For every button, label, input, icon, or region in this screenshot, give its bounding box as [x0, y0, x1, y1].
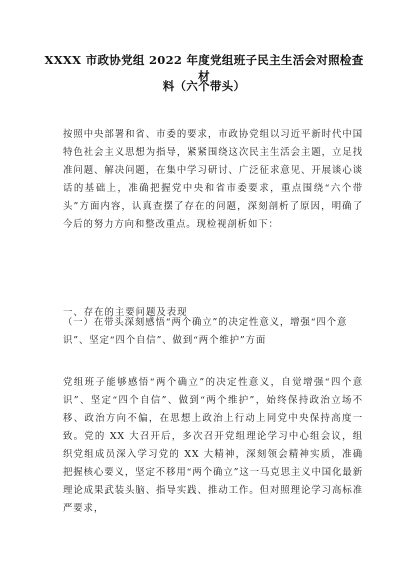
section-heading: 一、存在的主要问题及表现: [63, 307, 188, 318]
body-paragraph: 党组班子能够感悟“两个确立”的决定性意义，自觉增强“四个意识”、坚定“四个自信”、做到“两个维护”，始终保持政治立场不移、政治方向不偏，在思想上政治上行动上同党中央保持高度一致。党的 XX 大召开后，多次召开党组理论学习中心组会议，组织党组成员深入学习党的 XX 大精神，深刻领会精神实质，准确把握核心要义，坚定不移用“两个确立”这一马克思主义中国化最新理论成果武装头脑、指导实践、推动工作。但对照理论学习高标准严要求，: [63, 377, 363, 514]
document-title-line-2: 料（六个带头）: [162, 79, 246, 93]
intro-paragraph: 按照中央部署和省、市委的要求，市政协党组以习近平新时代中国特色社会主义思想为指导，紧紧围绕这次民主生活会主题，立足找准问题、解决问题，在集中学习研讨、广泛征求意见、开展谈心谈话的基础上，准确把握党中央和省市委要求，重点围绕“六个带头”方面内容，认真查摆了存在的问题，深刻剖析了原因，明确了今后的努力方向和整改重点。现检视剖析如下：: [63, 129, 363, 230]
document-title-line-1: XXXX 市政协党组 2022 年度党组班子民主生活会对照检查材: [44, 53, 364, 83]
subsection-heading: （一）在带头深刻感悟“两个确立”的决定性意义，增强“四个意识”、坚定“四个自信”、做到“两个维护”方面: [63, 317, 348, 346]
